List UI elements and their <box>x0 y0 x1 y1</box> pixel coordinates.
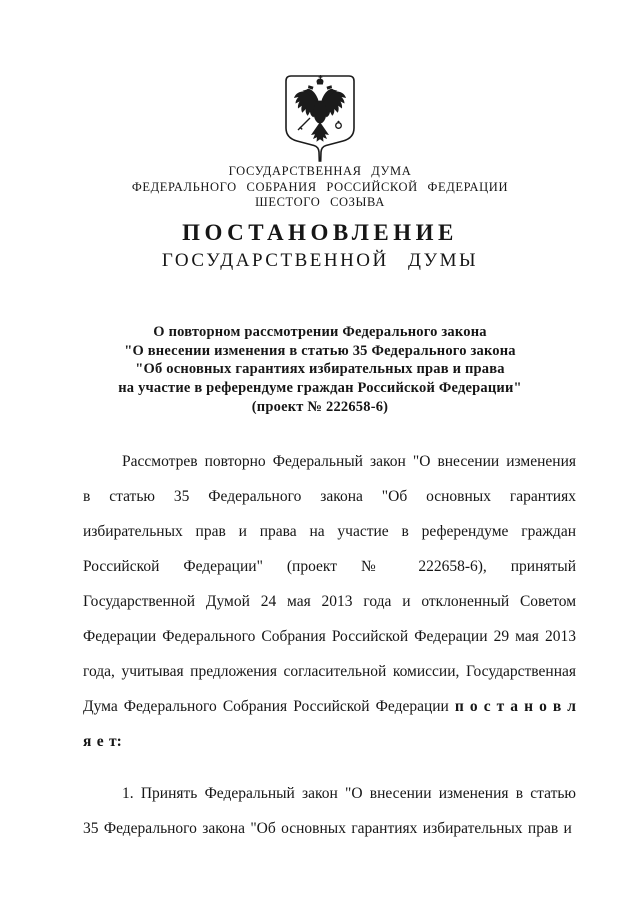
document-type-subtitle: ГОСУДАРСТВЕННОЙ ДУМЫ <box>161 250 479 271</box>
org-name-line1: ГОСУДАРСТВЕННАЯ ДУМА <box>228 164 412 178</box>
body-paragraph-preamble <box>83 444 576 759</box>
resolution-title <box>0 323 640 417</box>
emblem-container <box>282 72 358 169</box>
item1-text: 1. Принять Федеральный закон "О внесении изменения в статью 35 Федерального закона "Об основных гарантиях избирательных прав и <box>83 785 576 837</box>
issuing-body-header <box>0 164 640 211</box>
document-type-title: ПОСТАНОВЛЕНИЕ <box>182 220 458 245</box>
org-name-line2: ФЕДЕРАЛЬНОГО СОБРАНИЯ РОССИЙСКОЙ ФЕДЕРАЦИИ <box>131 179 509 194</box>
preamble-text: Рассмотрев повторно Федеральный закон "О внесении изменения в статью 35 Федерального закона "Об основных гарантиях избирательных прав и права на участие в референдуме граждан Российской Федерации" (проект № 222658-6), принятый Государственной Думой 24 мая 2013 года и отклоненный Советом Федерации Федерального Собрания Российской Федерации 29 мая 2013 года, учитывая предложения согласительной комиссии, Государственная Дума Федерального Собрания Российской Федерации <box>83 453 576 715</box>
russia-coat-of-arms-icon <box>282 72 358 164</box>
resolves-emphasis: п о с т а н о в л я е т: <box>83 698 577 750</box>
resolution-title-line4: на участие в референдуме граждан Российской Федерации" <box>118 380 522 397</box>
body-paragraph-item1 <box>83 776 576 846</box>
resolution-body <box>83 444 576 846</box>
resolution-title-line2: "О внесении изменения в статью 35 Федерального закона <box>124 342 516 359</box>
org-name-line3: ШЕСТОГО СОЗЫВА <box>255 195 385 209</box>
resolution-title-line3: "Об основных гарантиях избирательных прав и права <box>135 361 505 378</box>
resolution-title-line5: (проект № 222658-6) <box>251 398 389 415</box>
resolution-title-line1: О повторном рассмотрении Федерального закона <box>153 324 487 340</box>
